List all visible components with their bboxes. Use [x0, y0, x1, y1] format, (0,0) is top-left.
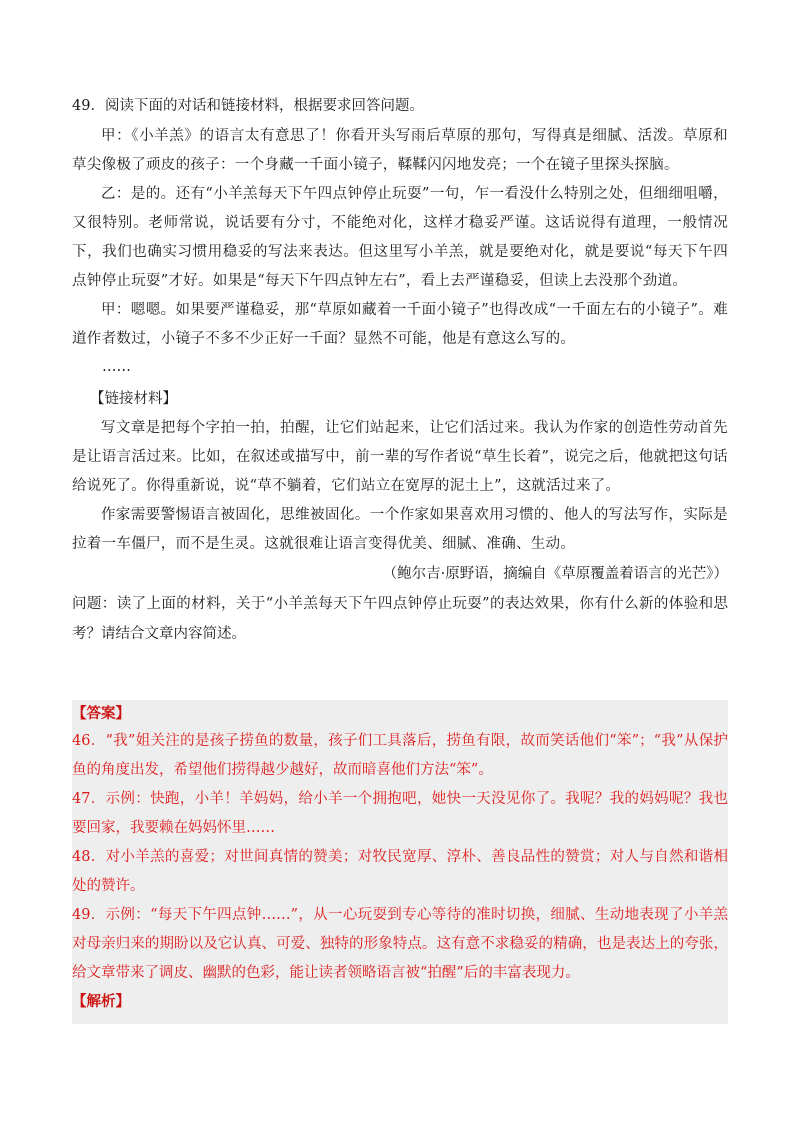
link-paragraph: 作家需要警惕语言被固化，思维被固化。一个作家如果喜欢用习惯的、他人的写法写作，实际是拉着一车僵尸，而不是生灵。这就很难让语言变得优美、细腻、准确、生动。: [72, 507, 728, 552]
answer-item: 48．对小羊羔的喜爱；对世间真情的赞美；对牧民宽厚、淳朴、善良品性的赞赏；对人与自然和谐相处的赞许。: [72, 849, 728, 894]
question-section: [72, 92, 728, 649]
answer-label: 【答案】: [72, 705, 130, 722]
answer-section: [72, 700, 728, 1024]
question-heading: 49．阅读下面的对话和链接材料，根据要求回答问题。: [72, 98, 424, 114]
answer-item: 49．示例：“每天下午四点钟……”，从一心玩耍到专心等待的准时切换，细腻、生动地表现了小羊羔对母亲归来的期盼以及它认真、可爱、独特的形象特点。这有意不求稳妥的精确，也是表达上的夸张，给文章带来了调皮、幽默的色彩，能让读者领略语言被“拍醒”后的丰富表现力。: [72, 907, 728, 981]
answer-item: 47．示例：快跑，小羊！羊妈妈，给小羊一个拥抱吧，她快一天没见你了。我呢？我的妈妈呢？我也要回家，我要赖在妈妈怀里……: [72, 791, 728, 836]
question-prompt: 问题：读了上面的材料，关于“小羊羔每天下午四点钟停止玩耍”的表达效果，你有什么新的体验和思考？请结合文章内容简述。: [72, 596, 728, 642]
source-citation: （鲍尔吉·原野语，摘编自《草原覆盖着语言的光芒》）: [382, 566, 728, 582]
analysis-label: 【解析】: [72, 993, 130, 1010]
dialogue-paragraph: 甲：嗯嗯。如果要严谨稳妥，那“草原如藏着一千面小镜子”也得改成“一千面左右的小镜子”。难道作者数过，小镜子不多不少正好一千面？显然不可能，他是有意这么写的。: [72, 302, 728, 347]
link-material-title: 【链接材料】: [90, 391, 177, 407]
link-paragraph: 写文章是把每个字拍一拍，拍醒，让它们站起来，让它们活过来。我认为作家的创造性劳动首先是让语言活过来。比如，在叙述或描写中，前一辈的写作者说“草生长着”，说完之后，他就把这句话给说死了。你得重新说，说“草不躺着，它们站立在宽厚的泥土上”，这就活过来了。: [72, 420, 728, 494]
dialogue-paragraph: 甲：《小羊羔》的语言太有意思了！你看开头写雨后草原的那句，写得真是细腻、活泼。草原和草尖像极了顽皮的孩子：一个身藏一千面小镜子，鞣鞣闪闪地发亮；一个在镜子里探头探脑。: [72, 128, 728, 173]
ellipsis: ……: [102, 359, 131, 375]
answer-item: 46．“我”姐关注的是孩子捞鱼的数量，孩子们工具落后，捞鱼有限，故而笑话他们“笨”；“我”从保护鱼的角度出发，希望他们捞得越少越好，故而暗喜他们方法“笨”。: [72, 733, 728, 778]
dialogue-paragraph: 乙：是的。还有“小羊羔每天下午四点钟停止玩耍”一句，乍一看没什么特别之处，但细细咀嚼，又很特别。老师常说，说话要有分寸，不能绝对化，这样才稳妥严谨。这话说得有道理，一般情况下，我们也确实习惯用稳妥的写法来表达。但这里写小羊羔，就是要绝对化，就是要说“每天下午四点钟停止玩耍”才好。如果是“每天下午四点钟左右”，看上去严谨稳妥，但读上去没那个劲道。: [72, 186, 728, 289]
